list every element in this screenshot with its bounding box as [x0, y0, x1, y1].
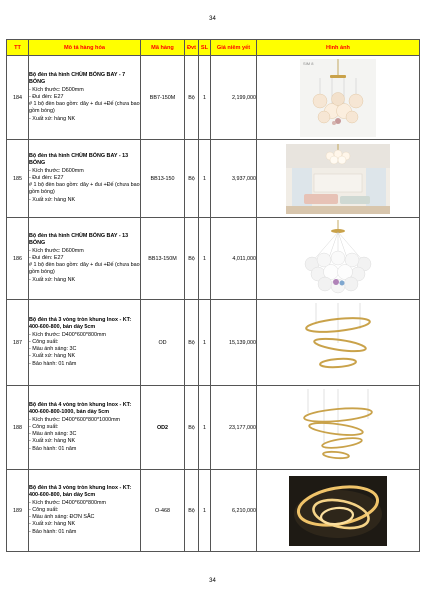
header-code: Mã hàng	[141, 40, 185, 56]
four-ring-chandelier-icon	[290, 389, 386, 467]
table-header-row	[7, 40, 420, 56]
table-row	[7, 386, 420, 470]
header-unit: Đvt	[185, 40, 199, 56]
row-qty: 1	[199, 140, 211, 218]
row-price: 3,937,000	[211, 140, 257, 218]
spec-line: - Công suất:	[29, 338, 59, 345]
row-unit: Bộ	[185, 56, 199, 140]
product-catalog-table	[6, 39, 420, 552]
product-title: Bộ đèn thả hình CHÙM BÓNG BAY - 13 BÓNG	[29, 153, 129, 167]
row-price: 6,210,000	[211, 470, 257, 552]
row-qty: 1	[199, 300, 211, 386]
spec-line: - Kích thước: D600mm	[29, 247, 84, 254]
row-description	[29, 56, 141, 140]
row-description	[29, 300, 141, 386]
row-description	[29, 470, 141, 552]
three-ring-chandelier-icon	[296, 303, 380, 383]
spec-line: - Đui đèn: E27	[29, 93, 64, 100]
row-qty: 1	[199, 218, 211, 300]
spec-line: - Đui đèn: E27	[29, 254, 64, 261]
spec-line: - Xuất xứ: hàng NK	[29, 353, 76, 360]
row-code: BB7-150M	[141, 56, 185, 140]
row-tt: 186	[7, 218, 29, 300]
table-row	[7, 56, 420, 140]
product-title: Bộ đèn thả 3 vòng tròn khung Inox - KT: 400-600-800, bản dày 5cm	[29, 317, 132, 331]
spec-line: - Bảo hành: 01 năm	[29, 445, 77, 452]
row-description	[29, 140, 141, 218]
spec-line: - Kích thước: D400*600*800mm	[29, 331, 106, 338]
row-tt: 188	[7, 386, 29, 470]
row-qty: 1	[199, 470, 211, 552]
product-title: Bộ đèn thả hình CHÙM BÓNG BAY - 7 BÓNG	[29, 72, 126, 86]
row-image	[257, 300, 420, 386]
row-code: OD	[141, 300, 185, 386]
row-tt: 189	[7, 470, 29, 552]
row-code: OD2	[141, 386, 185, 470]
spec-line: - Kích thước: D500mm	[29, 86, 84, 93]
living-room-chandelier-icon	[286, 144, 390, 214]
row-image	[257, 386, 420, 470]
spec-line: # 1 bộ đèn bao gồm: dây + đui +Đế (chưa bao gồm bóng)	[29, 182, 140, 196]
page-number-top: 34	[209, 16, 216, 22]
row-code: O-468	[141, 470, 185, 552]
row-image	[257, 218, 420, 300]
header-image: Hình ảnh	[257, 40, 420, 56]
row-unit: Bộ	[185, 300, 199, 386]
row-image	[257, 56, 420, 140]
header-qty: SL	[199, 40, 211, 56]
spec-line: - Màu ánh sáng: 3C	[29, 431, 77, 438]
row-unit: Bộ	[185, 218, 199, 300]
header-price: Giá niêm yết	[211, 40, 257, 56]
spec-line: - Kích thước: D600mm	[29, 167, 84, 174]
row-description	[29, 218, 141, 300]
row-tt: 184	[7, 56, 29, 140]
spec-line: - Kích thước: D400*600*800*1000mm	[29, 416, 121, 423]
image-caption: SIM 8	[303, 60, 314, 66]
page-number-bottom: 34	[209, 578, 216, 584]
spec-line: - Xuất xứ: hàng NK	[29, 521, 76, 528]
row-price: 23,177,000	[211, 386, 257, 470]
spec-line: - Xuất xứ: hàng NK	[29, 276, 76, 283]
spec-line: - Kích thước: D400*600*800mm	[29, 499, 106, 506]
balloon-cluster-7-icon	[300, 59, 376, 137]
header-tt: TT	[7, 40, 29, 56]
product-title: Bộ đèn thả 4 vòng tròn khung Inox - KT: 400-600-800-1000, bản dày 5cm	[29, 402, 132, 416]
spec-line: - Xuất xứ: hàng NK	[29, 438, 76, 445]
row-image	[257, 470, 420, 552]
table-row	[7, 470, 420, 552]
spec-line: - Bảo hành: 01 năm	[29, 360, 77, 367]
spec-line: - Xuất xứ: hàng NK	[29, 196, 76, 203]
row-qty: 1	[199, 56, 211, 140]
spec-line: - Công suất:	[29, 506, 59, 513]
row-unit: Bộ	[185, 140, 199, 218]
table-row	[7, 218, 420, 300]
spec-line: - Xuất xứ: hàng NK	[29, 115, 76, 122]
row-unit: Bộ	[185, 386, 199, 470]
row-price: 4,011,000	[211, 218, 257, 300]
row-price: 15,139,000	[211, 300, 257, 386]
spec-line: # 1 bộ đèn bao gồm: dây + đui +Đế (chưa bao gồm bóng)	[29, 101, 140, 115]
row-unit: Bộ	[185, 470, 199, 552]
product-title: Bộ đèn thả hình CHÙM BÓNG BAY - 13 BÓNG	[29, 233, 129, 247]
glowing-rings-icon	[289, 476, 387, 546]
spec-line: - Công suất:	[29, 423, 59, 430]
row-tt: 187	[7, 300, 29, 386]
row-tt: 185	[7, 140, 29, 218]
row-code: BB13-150	[141, 140, 185, 218]
table-row	[7, 140, 420, 218]
spec-line: # 1 bộ đèn bao gồm: dây + đui +Đế (chưa bao gồm bóng)	[29, 262, 140, 276]
header-description: Mô tả hàng hóa	[29, 40, 141, 56]
row-description	[29, 386, 141, 470]
spec-line: - Đui đèn: E27	[29, 174, 64, 181]
spec-line: - Màu ánh sáng: 3C	[29, 346, 77, 353]
balloon-cluster-13-icon	[298, 220, 378, 298]
row-image	[257, 140, 420, 218]
row-price: 2,199,000	[211, 56, 257, 140]
table-row	[7, 300, 420, 386]
row-code: BB13-150M	[141, 218, 185, 300]
spec-line: - Bảo hành: 01 năm	[29, 528, 77, 535]
product-title: Bộ đèn thả 3 vòng tròn khung Inox - KT: 400-600-800, bản dày 5cm	[29, 485, 132, 499]
row-qty: 1	[199, 386, 211, 470]
spec-line: - Màu ánh sáng: ĐƠN SẮC	[29, 514, 95, 521]
